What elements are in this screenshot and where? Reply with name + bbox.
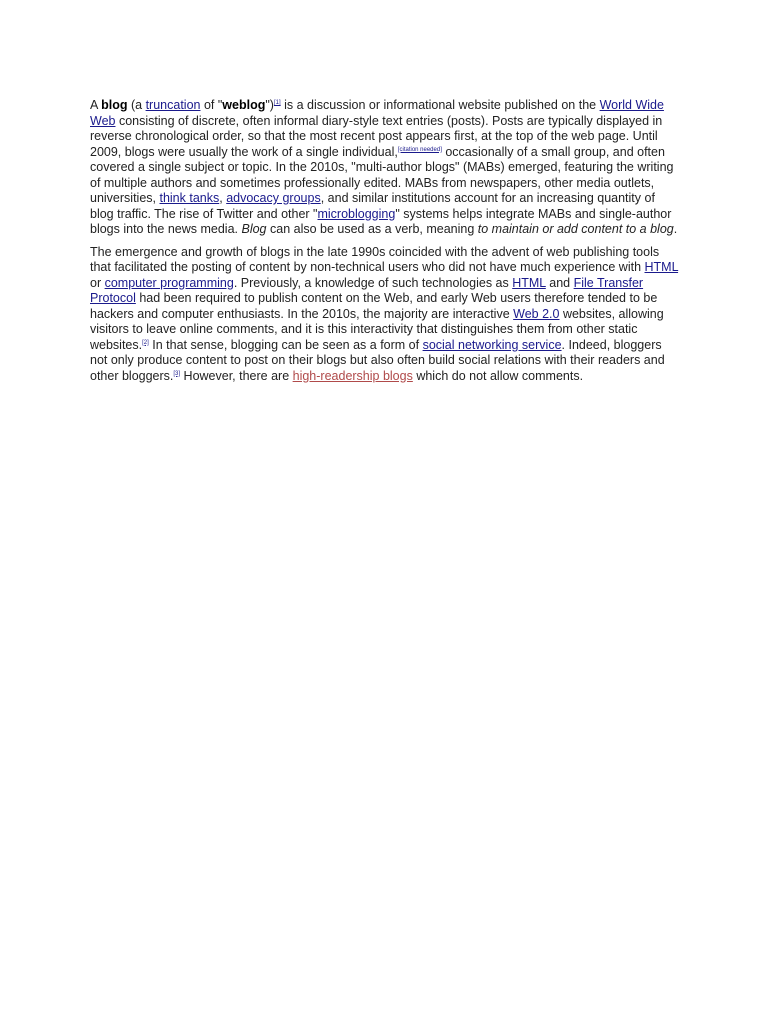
reference-2[interactable]: [2] — [142, 339, 149, 346]
paragraph-2: The emergence and growth of blogs in the late 1990s coincided with the advent of web publishing tools that facilitated the posting of content by non-technical users who did not have much experience with HTML or computer programming. Previously, a knowledge of such technologies as HTML and File Transfer Protocol had been required to publish content on the Web, and early Web users therefore tended to be hackers and computer enthusiasts. In the 2010s, the majority are interactive Web 2.0 websites, allowing visitors to leave online comments, and it is this interactivity that distinguishes them from other static websites.[2] In that sense, blogging can be seen as a form of social networking service. Indeed, bloggers not only produce content to post on their blogs but also often build social relations with their readers and other bloggers.[3] However, there are high-readership blogs which do not allow comments. — [90, 244, 679, 383]
link-world-wide-web[interactable]: World Wide Web — [90, 98, 664, 128]
term-blog: blog — [101, 98, 128, 112]
link-web-2-0[interactable]: Web 2.0 — [513, 306, 560, 321]
link-html[interactable]: HTML — [644, 260, 679, 274]
link-truncation[interactable]: truncation — [145, 98, 201, 112]
link-social-networking-service[interactable]: social networking service — [422, 337, 562, 352]
reference-3[interactable]: [3] — [173, 370, 181, 377]
link-file-transfer-protocol[interactable]: File Transfer Protocol — [90, 275, 644, 305]
link-advocacy-groups[interactable]: advocacy groups — [226, 191, 321, 205]
term-weblog: weblog — [222, 98, 266, 112]
link-html-2[interactable]: HTML — [512, 275, 546, 290]
paragraph-1: A blog (a truncation of "weblog")[1] is a discussion or informational website published on the World Wide Web consisting of discrete, often informal diary-style text entries (posts). Posts are typically displayed in reverse chronological order, so that the most recent post appears first, at the top of the web page. Until 2009, blogs were usually the work of a single individual,[citation needed] occasionally of a small group, and often covered a single subject or topic. In the 2010s, "multi-author blogs" (MABs) emerged, featuring the writing of multiple authors and sometimes professionally edited. MABs from newspapers, other media outlets, universities, think tanks, advocacy groups, and similar institutions account for an increasing quantity of blog traffic. The rise of Twitter and other "microblogging" systems helps integrate MABs and single-author blogs into the news media. Blog can also be used as a verb, meaning to maintain or add content to a blog. — [90, 98, 678, 236]
link-microblogging[interactable]: microblogging — [317, 206, 396, 221]
reference-1[interactable]: [1] — [273, 100, 281, 106]
link-think-tanks[interactable]: think tanks — [159, 191, 220, 205]
definition-verb: to maintain or add content to a blog — [477, 222, 674, 236]
citation-needed[interactable]: [citation needed] — [397, 146, 442, 153]
document-body — [90, 98, 680, 391]
link-high-readership-blogs[interactable]: high-readership blogs — [292, 368, 413, 383]
term-blog-verb: Blog — [241, 222, 267, 236]
link-computer-programming[interactable]: computer programming — [104, 275, 234, 290]
